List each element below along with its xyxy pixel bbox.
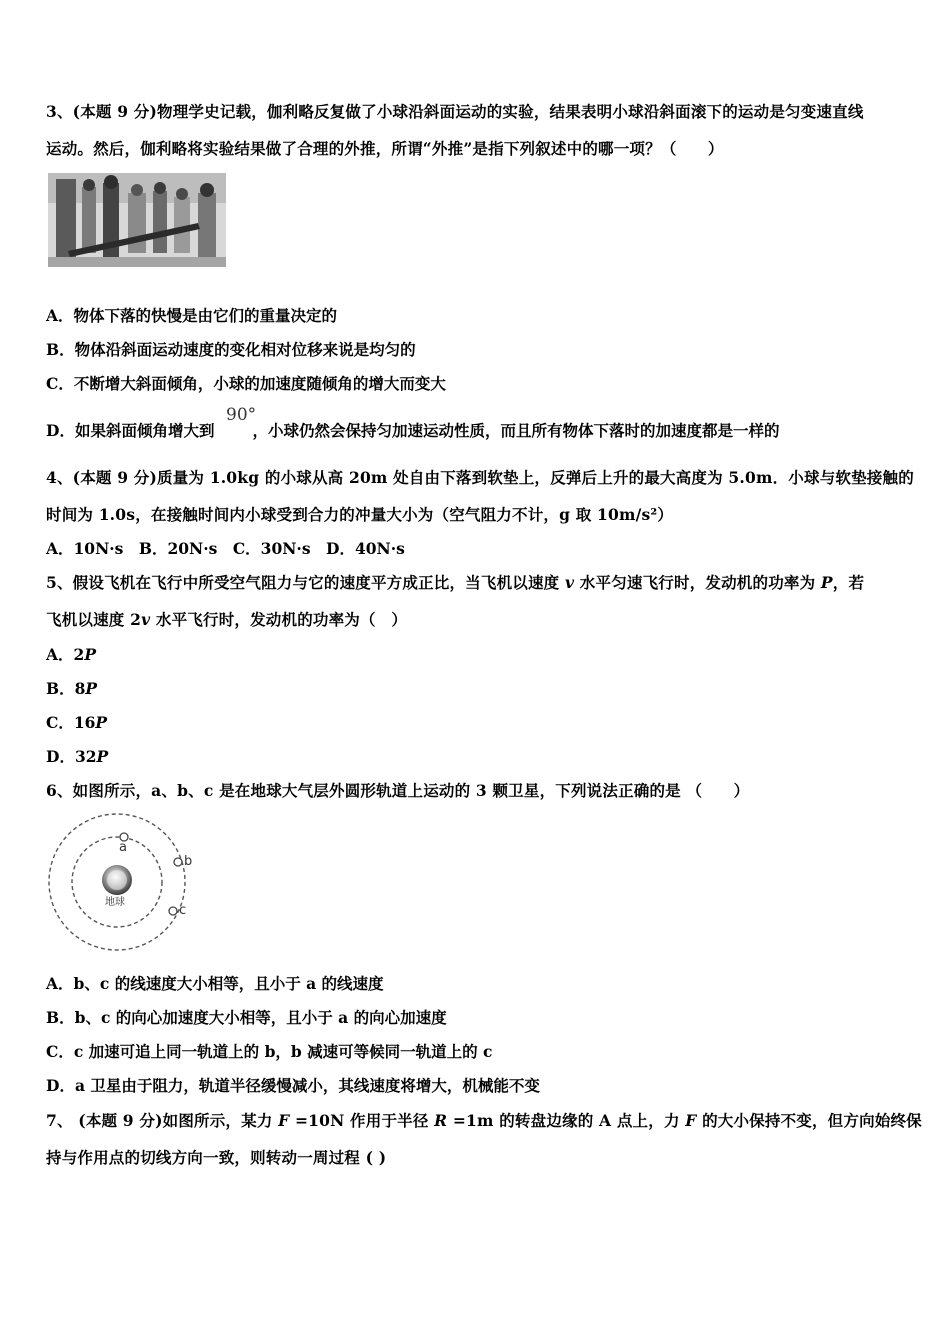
q6-option-d: D．a 卫星由于阻力，轨道半径缓慢减小，其线速度将增大，机械能不变 bbox=[46, 1076, 540, 1095]
q5-option-b bbox=[46, 678, 97, 700]
q5-var-p: P bbox=[820, 573, 833, 592]
q3-stem-line-2: 运动。然后，伽利略将实验结果做了合理的外推，所谓“外推”是指下列叙述中的哪一项？（ ） bbox=[46, 139, 724, 158]
q5-var-v: v bbox=[564, 573, 575, 592]
q6-stem-line-1: 6、如图所示，a、b、c 是在地球大气层外圆形轨道上运动的 3 颗卫星，下列说法正确的是 （ ） bbox=[46, 781, 750, 800]
q6-option-c: C．c 加速可追上同一轨道上的 b，b 减速可等候同一轨道上的 c bbox=[46, 1042, 493, 1061]
q7-stem-line-2: 持与作用点的切线方向一致，则转动一周过程 ( ) bbox=[46, 1148, 387, 1167]
q5-text-2: 水平匀速飞行时，发动机的功率为 bbox=[574, 573, 821, 592]
q4-options: A．10N·s B．20N·s C．30N·s D．40N·s bbox=[46, 539, 405, 558]
label-b: b bbox=[184, 854, 193, 869]
q5-stem-line-2 bbox=[46, 609, 407, 631]
q5-option-c bbox=[46, 712, 107, 734]
q7-var-r: R bbox=[434, 1111, 448, 1130]
q5-option-d bbox=[46, 746, 108, 768]
q3-option-c: C．不断增大斜面倾角，小球的加速度随倾角的增大而变大 bbox=[46, 374, 446, 393]
q5-option-d-var: P bbox=[96, 747, 109, 766]
q7-text-3: =1m 的转盘边缘的 A 点上，力 bbox=[447, 1111, 686, 1130]
q5-option-d-text: D．32 bbox=[46, 747, 97, 766]
q3-option-d bbox=[46, 420, 779, 442]
label-c: c bbox=[179, 903, 187, 918]
q7-stem-line-1 bbox=[46, 1110, 922, 1132]
q7-var-f: F bbox=[278, 1111, 290, 1130]
angle-90-degrees: 90° bbox=[226, 405, 257, 425]
q4-stem-line-2: 时间为 1.0s，在接触时间内小球受到合力的冲量大小为（空气阻力不计，g 取 10m/s²） bbox=[46, 505, 674, 524]
q5-option-a bbox=[46, 644, 96, 666]
q5-option-c-text: C．16 bbox=[46, 713, 96, 732]
q5-stem-line-1 bbox=[46, 572, 864, 594]
label-a: a bbox=[119, 840, 127, 855]
earth-label: 地球 bbox=[105, 897, 125, 908]
q5-text-5: 水平飞行时，发动机的功率为（ ） bbox=[150, 610, 408, 629]
q5-var-v-2: v bbox=[141, 610, 151, 629]
q4-stem-line-1: 4、(本题 9 分)质量为 1.0kg 的小球从高 20m 处自由下落到软垫上，反弹后上升的最大高度为 5.0m．小球与软垫接触的 bbox=[46, 468, 914, 487]
q3-option-d-part-1: D．如果斜面倾角增大到 bbox=[46, 421, 215, 440]
q7-var-f-2: F bbox=[685, 1111, 697, 1130]
q5-option-a-var: P bbox=[84, 645, 96, 664]
satellite-orbit-diagram bbox=[44, 812, 204, 952]
q7-text-2: =10N 作用于半径 bbox=[289, 1111, 435, 1130]
q7-text-1: 7、 (本题 9 分)如图所示，某力 bbox=[46, 1111, 279, 1130]
q5-option-c-var: P bbox=[95, 713, 108, 732]
satellite-c bbox=[169, 907, 177, 915]
galileo-experiment-image bbox=[48, 173, 226, 267]
q5-text-4: 飞机以速度 2 bbox=[46, 610, 142, 629]
q6-option-a: A．b、c 的线速度大小相等，且小于 a 的线速度 bbox=[46, 974, 384, 993]
q5-option-b-text: B．8 bbox=[46, 679, 86, 698]
q5-option-b-var: P bbox=[85, 679, 98, 698]
satellite-b bbox=[174, 858, 182, 866]
q5-text-1: 5、假设飞机在飞行中所受空气阻力与它的速度平方成正比，当飞机以速度 bbox=[46, 573, 565, 592]
q3-option-d-part-2: ，小球仍然会保持匀加速运动性质，而且所有物体下落时的加速度都是一样的 bbox=[252, 421, 780, 440]
q6-option-b: B．b、c 的向心加速度大小相等，且小于 a 的向心加速度 bbox=[46, 1008, 447, 1027]
q5-option-a-text: A．2 bbox=[46, 645, 85, 664]
q3-stem-line-1: 3、(本题 9 分)物理学史记载，伽利略反复做了小球沿斜面运动的实验，结果表明小球沿斜面滚下的运动是匀变速直线 bbox=[46, 102, 864, 121]
q3-option-b: B．物体沿斜面运动速度的变化相对位移来说是均匀的 bbox=[46, 340, 416, 359]
q3-option-a: A．物体下落的快慢是由它们的重量决定的 bbox=[46, 306, 338, 325]
q5-text-3: ，若 bbox=[832, 573, 865, 592]
q7-text-4: 的大小保持不变，但方向始终保 bbox=[696, 1111, 922, 1130]
